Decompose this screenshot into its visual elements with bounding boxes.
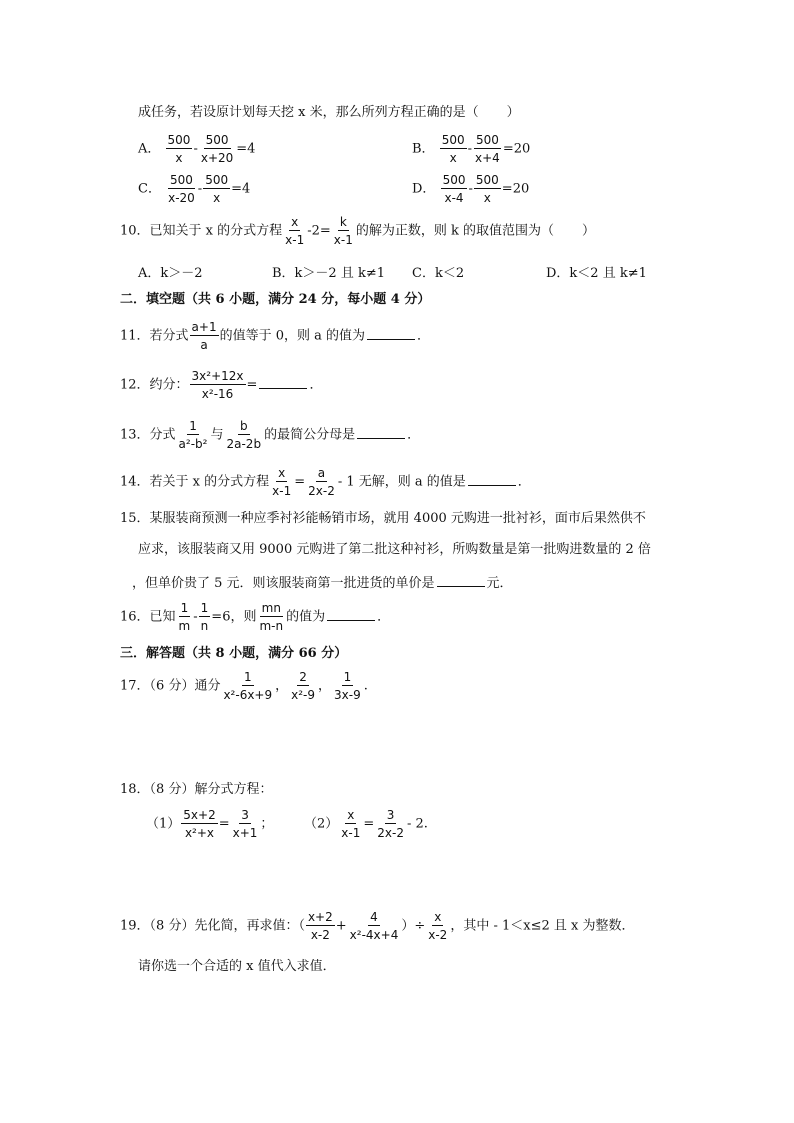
equals: = [363,816,375,832]
numerator: b [239,419,248,433]
numerator: x [347,808,355,822]
q9-option-a-label: A． [138,141,161,157]
q19-mid: ）÷ [401,918,426,934]
answer-blank[interactable] [367,327,415,340]
q9-stem-end: ） [506,105,520,120]
q9-option-a[interactable] [138,133,255,165]
q11-end: ． [417,328,431,344]
answer-blank[interactable] [357,426,405,439]
q15-line-3-pre: ，但单价贵了 5 元．则该服装商第一批进货的单价是 [132,576,435,591]
numerator: 5x+2 [183,808,216,822]
numerator: 500 [442,173,466,187]
fraction [190,369,246,401]
fraction [181,808,217,840]
answer-blank[interactable] [468,473,516,486]
q10-pre: 10．已知关于 x 的分式方程 [120,223,283,239]
operator: - [468,181,473,197]
denominator: x²+x [184,826,215,840]
fraction [199,133,235,165]
operator: - [467,141,473,157]
fraction [283,215,306,247]
denominator: a²-b² [178,437,208,451]
denominator: x-4 [444,191,464,205]
separator: ， [275,678,289,694]
numerator: 500 [167,133,191,147]
numerator: mn [261,601,281,615]
fraction [473,133,502,165]
section-2-title: 二．填空题（共 6 小题，满分 24 分，每小题 4 分） [120,292,431,307]
q14-post: - 1 无解，则 a 的值是 [337,474,466,490]
numerator: 500 [205,133,229,147]
q16-mid: =6，则 [211,609,257,625]
q10-end: ） [582,223,596,239]
denominator: x²-16 [201,387,234,401]
answer-blank[interactable] [259,376,307,389]
operator: - [193,609,198,625]
q10-option-a-text: A．k＞－2 [138,266,203,281]
q9-option-b-label: B． [412,141,435,157]
fraction [339,808,362,840]
q17-pre: 17．（6 分）通分 [120,678,221,694]
rhs: =20 [501,181,530,197]
denominator: x-1 [333,233,353,247]
numerator: x+2 [307,910,333,924]
q10-option-d[interactable] [546,262,647,281]
fraction [224,419,263,451]
q13-post: 的最简公分母是 [264,427,356,443]
fraction [257,601,285,633]
denominator: x²-9 [291,688,316,702]
q18-part-2-label: （2） [304,816,339,832]
fraction [166,173,197,205]
denominator: m-n [259,619,284,633]
numerator: 500 [205,173,229,187]
q9-option-d[interactable] [412,173,529,205]
q10-option-b[interactable] [272,262,385,281]
q10-option-b-text: B．k＞－2 且 k≠1 [272,266,386,281]
denominator: x+1 [232,826,258,840]
q18-part-2-end: - 2. [406,816,428,832]
q15-line-2: 应求，该服装商又用 9000 元购进了第二批这种衬衫，所购数量是第一批购进数量的 2 倍 [138,542,651,557]
fraction [375,808,406,840]
q13-end: ． [407,427,421,443]
fraction [306,466,337,498]
q15-line-3 [132,574,794,590]
numerator: 500 [441,133,465,147]
q14-pre: 14．若关于 x 的分式方程 [120,474,270,490]
rhs: =4 [231,181,251,197]
q12-post: = [246,377,258,393]
q18-part-1-label: （1） [146,816,181,832]
numerator: 1 [343,670,352,684]
q9-option-c-label: C． [138,181,161,197]
denominator: n [200,619,209,633]
q11 [120,320,430,352]
operator: + [335,918,347,934]
q10-post: 的解为正数，则 k 的取值范围为（ [355,223,555,239]
numerator: 1 [243,670,252,684]
fraction [177,601,193,633]
numerator: 1 [189,419,197,433]
q14-end: ． [517,474,531,490]
q14-mid: = [294,474,306,490]
numerator: 1 [200,601,209,615]
fraction [221,670,274,702]
q10-option-c[interactable] [412,262,464,281]
fraction [332,670,363,702]
numerator: 500 [475,173,499,187]
q18-part-2 [304,808,428,840]
q16-end: ． [377,609,391,625]
fraction [332,215,355,247]
operator: - [193,141,198,157]
denominator: x [449,151,457,165]
fraction [440,133,467,165]
denominator: x-20 [168,191,195,205]
operator: - [197,181,203,197]
q12 [120,369,322,401]
q19 [120,910,634,942]
q17 [120,670,368,702]
numerator: a+1 [191,320,217,334]
q12-pre: 12．约分： [120,377,189,393]
fraction [270,466,293,498]
q15-line-1: 15．某服装商预测一种应季衬衫能畅销市场，就用 4000 元购进一批衬衫，面市后果然供不 [120,511,646,526]
q9-option-c[interactable] [138,173,250,205]
q11-pre: 11．若分式 [120,328,189,344]
denominator: x-1 [285,233,305,247]
q12-end: ． [309,377,323,393]
denominator: x [483,191,491,205]
q19-line-2: 请你选一个合适的 x 值代入求值． [138,959,336,974]
q10-option-c-text: C．k＜2 [412,266,465,281]
numerator: 500 [169,173,193,187]
fraction [441,173,468,205]
rhs: =4 [236,141,256,157]
q10-mid: -2= [307,223,331,239]
q19-pre: 19．（8 分）先化简，再求值：（ [120,918,305,934]
denominator: x-1 [272,484,292,498]
q18-title: 18．（8 分）解分式方程： [120,782,273,797]
fraction [190,320,219,352]
fraction [289,670,317,702]
rhs: =20 [502,141,531,157]
denominator: 2a-2b [226,437,262,451]
numerator: 1 [180,601,189,615]
q19-post: ，其中 - 1＜x≤2 且 x 为整数． [450,918,635,934]
q13 [120,419,420,451]
numerator: 3x²+12x [191,369,244,383]
fraction [177,419,210,451]
q9-option-d-label: D． [412,181,436,197]
equals: = [218,816,230,832]
denominator: a [200,338,208,352]
numerator: x [434,910,442,924]
denominator: x-2 [310,928,330,942]
separator: ， [318,678,332,694]
q9-option-b[interactable] [412,133,530,165]
answer-blank[interactable] [437,574,485,587]
q18-part-1-end: ； [260,816,274,832]
denominator: x+4 [475,151,500,165]
denominator: m [178,619,191,633]
q16-post: 的值为 [286,609,326,625]
fraction [348,910,401,942]
denominator: 2x-2 [308,484,335,498]
numerator: 4 [370,910,378,924]
numerator: 2 [299,670,307,684]
q11-post: 的值等于 0，则 a 的值为 [219,328,366,344]
q9-stem [138,106,794,119]
fraction [426,910,449,942]
q14 [120,466,531,498]
q9-stem-text: 成任务，若设原计划每天挖 x 米，那么所列方程正确的是（ [138,105,479,120]
fraction [306,910,335,942]
fraction [474,173,501,205]
denominator: x²-4x+4 [349,928,399,942]
q15-line-3-end: 元． [486,576,513,591]
q17-end: . [363,678,368,694]
numerator: a [317,466,326,480]
answer-blank[interactable] [327,608,375,621]
denominator: x²-6x+9 [223,688,273,702]
numerator: 3 [241,808,249,822]
q18-part-1 [146,808,273,840]
section-3-title: 三．解答题（共 8 小题，满分 66 分） [120,646,348,661]
numerator: k [339,215,347,229]
numerator: x [278,466,286,480]
denominator: x-1 [341,826,361,840]
fraction [166,133,193,165]
q10-option-a[interactable] [138,262,203,281]
denominator: x-2 [428,928,448,942]
q13-pre: 13．分式 [120,427,176,443]
q16 [120,601,390,633]
numerator: 3 [386,808,395,822]
q13-mid: 与 [210,427,224,443]
denominator: x+20 [200,151,234,165]
q16-pre: 16．已知 [120,609,176,625]
denominator: 3x-9 [334,688,361,702]
numerator: 500 [475,133,499,147]
fraction [199,601,211,633]
denominator: 2x-2 [377,826,404,840]
fraction [203,173,230,205]
q10-stem [120,215,595,247]
numerator: x [291,215,299,229]
fraction [231,808,260,840]
denominator: x [213,191,221,205]
q10-option-d-text: D．k＜2 且 k≠1 [546,266,647,281]
denominator: x [175,151,183,165]
